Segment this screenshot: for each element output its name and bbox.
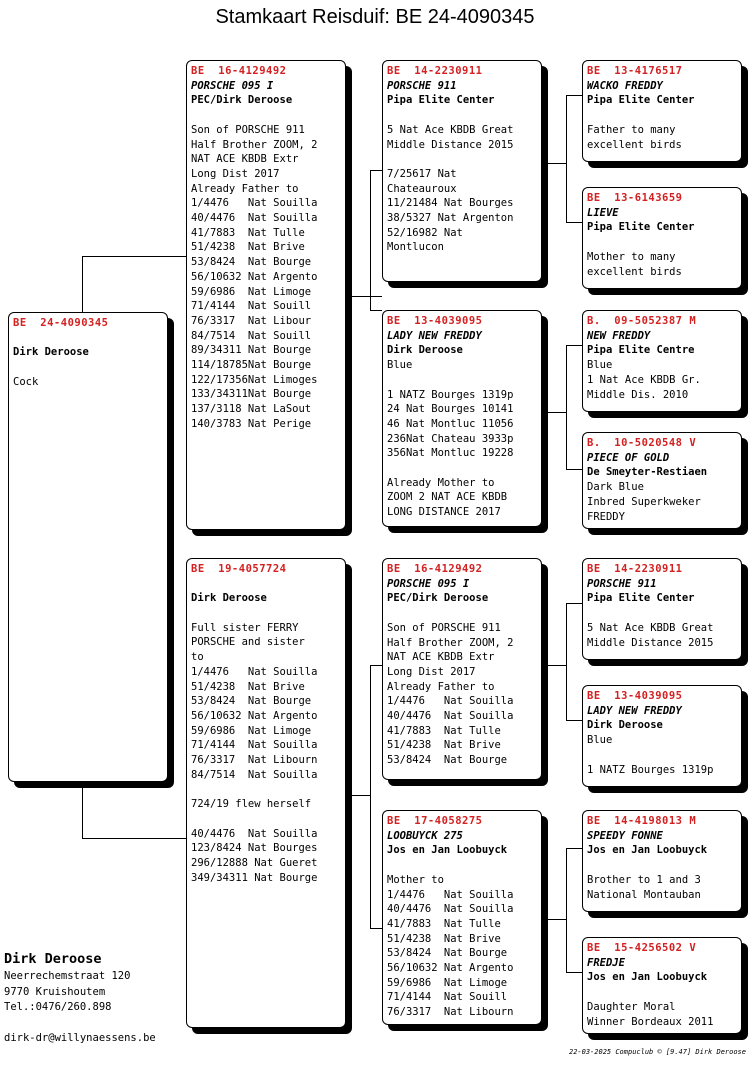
info-line: to [191,651,204,664]
info-line: Middle Dis. 2010 [587,388,689,401]
info-line: Winner Bordeaux 2011 [587,1015,714,1028]
info-line: 84/7514 Nat Souill [191,329,312,342]
pigeon-card-mf[interactable] [382,558,542,780]
info-line: Inbred Superkweker [587,495,701,508]
breeder-name: Pipa Elite Centre [587,344,695,357]
ring-number: BE 24-4090345 [13,317,109,329]
info-line: 46 Nat Montluc 11056 [387,417,514,430]
print-stamp: 22-03-2025 Compuclub © [9.47] Dirk Deroose [568,1048,746,1056]
info-line: 5 Nat Ace KBDB Great [387,123,514,136]
info-line: Long Dist 2017 [387,665,476,678]
connector [566,720,582,721]
ring-number: BE 17-4058275 [387,815,483,827]
info-line [191,606,341,621]
info-line: 59/6986 Nat Limoge [191,285,312,298]
info-line: Brother to 1 and 3 [587,873,701,886]
info-line: 76/3317 Nat Libourn [387,1006,514,1019]
info-line: 1/4476 Nat Souilla [191,665,318,678]
info-line: 1 NATZ Bourges 1319p [587,763,714,776]
connector [566,95,582,96]
pigeon-name: LADY NEW FREDDY [387,329,482,342]
info-line: 52/16982 Nat [387,226,463,239]
info-line: Blue [587,359,613,372]
connector [548,919,566,920]
connector [370,665,382,666]
pigeon-card-father[interactable] [186,60,346,530]
breeder-name: Pipa Elite Center [587,221,695,234]
info-line: NAT ACE KBDB Extr [387,651,495,664]
connector [370,928,382,929]
info-line: Middle Distance 2015 [587,636,714,649]
pigeon-name: PORSCHE 911 [587,577,657,590]
info-line: LONG DISTANCE 2017 [387,506,501,519]
pigeon-card-mff[interactable] [582,558,742,660]
connector [548,412,566,413]
breeder-name: De Smeyter-Restiaen [587,466,708,479]
ring-number: BE 16-4129492 [387,563,483,575]
info-line: National Montauban [587,888,701,901]
pigeon-name: LADY NEW FREDDY [587,704,682,717]
info-line: 349/34311 Nat Bourge [191,871,318,884]
breeder-name: Dirk Deroose [191,592,267,605]
info-line: 71/4144 Nat Souill [387,991,508,1004]
ring-number: BE 13-4039095 [387,315,483,327]
info-line: 41/7883 Nat Tulle [387,724,501,737]
info-line [387,152,537,167]
info-line [587,108,737,123]
info-line: 236Nat Chateau 3933p [387,432,514,445]
info-line: 38/5327 Nat Argenton [387,212,514,224]
info-line: 123/8424 Nat Bourges [191,842,318,855]
info-line: 140/3783 Nat Perige [191,417,312,430]
connector [566,345,582,346]
pigeon-name: WACKO FREDDY [587,79,663,92]
pigeon-card-ff[interactable] [382,60,542,282]
info-line: Montlucon [387,241,444,254]
info-line: 1/4476 Nat Souilla [191,197,318,210]
info-line: 41/7883 Nat Tulle [191,226,305,239]
info-line: 53/8424 Nat Bourge [387,947,508,960]
breeder-name: PEC/Dirk Deroose [191,94,293,107]
info-line: 76/3317 Nat Libour [191,314,312,327]
pigeon-name: FREDJE [587,956,625,969]
info-line [191,108,341,123]
pigeon-card-ffm[interactable] [582,187,742,289]
breeder-name: Dirk Deroose [587,719,663,732]
info-line: 356Nat Montluc 19228 [387,447,514,460]
info-line: 59/6986 Nat Limoge [191,724,312,737]
info-line: 51/4238 Nat Brive [191,241,305,254]
info-line: Blue [587,734,613,747]
connector [370,665,371,928]
connector [566,848,582,849]
info-line: Mother to many [587,250,676,263]
info-line [587,748,737,763]
info-line: 1/4476 Nat Souilla [387,888,514,901]
pigeon-name: PORSCHE 095 I [387,577,470,590]
connector [352,296,382,297]
connector [566,469,582,470]
info-line: Son of PORSCHE 911 [387,621,501,634]
pigeon-card-fff[interactable] [582,60,742,162]
info-line: FREDDY [587,510,625,523]
info-line [191,812,341,827]
info-line [587,985,737,1000]
breeder-name: Dirk Deroose [387,344,463,357]
pigeon-card-mother[interactable] [186,558,346,1028]
info-line: 7/25617 Nat [387,167,457,180]
info-line [387,461,537,476]
ring-number: BE 14-2230911 [587,563,683,575]
breeder-name: Jos en Jan Loobuyck [587,844,708,857]
info-line: 51/4238 Nat Brive [387,932,501,945]
info-line: Father to many [587,123,676,136]
connector [566,848,567,972]
info-line: 56/10632 Nat Argento [387,962,514,975]
spacer [13,331,163,346]
owner-name: Dirk Deroose [4,951,102,967]
connector [566,345,567,469]
breeder-name: Jos en Jan Loobuyck [387,844,508,857]
connector [370,170,371,310]
ring-number: BE 13-6143659 [587,192,683,204]
info-line: Full sister FERRY [191,621,299,634]
info-line: 51/4238 Nat Brive [387,739,501,752]
info-line: Daughter Moral [587,1000,676,1013]
ring-number: BE 14-4198013 M [587,815,697,827]
connector [82,782,83,838]
info-line: 114/18785Nat Bourge [191,359,312,372]
breeder-name: Dirk Deroose [13,346,89,359]
info-line [387,606,537,621]
info-line: 56/10632 Nat Argento [191,270,318,283]
pigeon-card-mmm[interactable] [582,937,742,1034]
info-line: Middle Distance 2015 [387,138,514,151]
connector [82,838,187,839]
pigeon-name: PIECE OF GOLD [587,451,670,464]
owner-email: dirk-dr@willynaessens.be [4,1031,156,1044]
breeder-name: Pipa Elite Center [387,94,495,107]
info-line: 89/34311 Nat Bourge [191,344,312,357]
info-line [587,235,737,250]
connector [352,795,370,796]
info-line: 1 Nat Ace KBDB Gr. [587,373,701,386]
info-line: 133/34311Nat Bourge [191,388,312,401]
pigeon-card-fm[interactable] [382,310,542,527]
info-line: 59/6986 Nat Limoge [387,976,508,989]
info-line: 53/8424 Nat Bourge [191,256,312,269]
info-line: 296/12888 Nat Gueret [191,857,318,869]
info-line: 40/4476 Nat Souilla [387,710,514,723]
info-line: Already Father to [387,680,495,693]
info-line: 56/10632 Nat Argento [191,710,318,722]
info-line [387,108,537,123]
pigeon-name: PORSCHE 911 [387,79,457,92]
owner-phone: Tel.:0476/260.898 [4,1001,112,1013]
pigeon-name: LIEVE [587,206,619,219]
connector [566,972,582,973]
ring-number: BE 19-4057724 [191,563,287,575]
pigeon-card-fmm[interactable] [582,432,742,529]
info-line: 40/4476 Nat Souilla [387,903,514,916]
info-line: Blue [387,359,413,372]
info-line: 724/19 flew herself [191,798,312,811]
info-line: Half Brother ZOOM, 2 [387,636,514,649]
ring-number: BE 14-2230911 [387,65,483,77]
info-line: Cock [13,375,39,388]
connector [566,95,567,222]
info-line: 11/21484 Nat Bourges [387,197,514,210]
connector [82,256,83,312]
connector [370,170,382,171]
ring-number: BE 15-4256502 V [587,942,697,954]
info-line: 1/4476 Nat Souilla [387,695,514,708]
ring-number: BE 16-4129492 [191,65,287,77]
breeder-name: Pipa Elite Center [587,592,695,605]
info-line: Half Brother ZOOM, 2 [191,138,318,151]
connector [566,603,567,720]
connector [82,256,187,257]
owner-address: Neerrechemstraat 120 [4,970,131,982]
info-line [13,360,163,375]
info-line: 1 NATZ Bourges 1319p [387,388,514,401]
info-line [387,858,537,873]
breeder-name: Jos en Jan Loobuyck [587,971,708,984]
info-line: 40/4476 Nat Souilla [191,212,318,225]
pigeon-name: NEW FREDDY [587,329,651,342]
connector [548,665,566,666]
pigeon-card-fmf[interactable] [582,310,742,412]
info-line: Mother to [387,873,444,886]
connector [370,310,382,311]
info-line: ZOOM 2 NAT ACE KBDB [387,491,508,504]
spacer [191,577,341,592]
info-line: 53/8424 Nat Bourge [387,754,508,767]
pigeon-card-mm[interactable] [382,810,542,1025]
info-line: 76/3317 Nat Libourn [191,754,318,767]
info-line: PORSCHE and sister [191,636,305,649]
info-line: 51/4238 Nat Brive [191,680,305,693]
info-line: Already Father to [191,182,299,195]
info-line: 137/3118 Nat LaSout [191,403,312,416]
info-line: 5 Nat Ace KBDB Great [587,621,714,634]
breeder-name: PEC/Dirk Deroose [387,592,489,605]
ring-number: BE 13-4039095 [587,690,683,702]
info-line: excellent birds [587,265,682,278]
info-line: 40/4476 Nat Souilla [191,827,318,840]
ring-number: B. 10-5020548 V [587,437,697,449]
connector [566,222,582,223]
info-line: excellent birds [587,138,682,151]
owner-contact [4,950,156,1046]
pigeon-card-mfm[interactable] [582,685,742,787]
owner-city: 9770 Kruishoutem [4,985,106,998]
info-line: Dark Blue [587,481,644,494]
pigeon-name: SPEEDY FONNE [587,829,663,842]
info-line [587,606,737,621]
info-line: NAT ACE KBDB Extr [191,153,299,166]
info-line: 24 Nat Bourges 10141 [387,403,514,416]
connector [566,603,582,604]
info-line: 122/17356Nat Limoges [191,373,318,386]
pigeon-card-main[interactable] [8,312,168,782]
info-line: Chateauroux [387,182,457,195]
info-line: Long Dist 2017 [191,167,280,180]
info-line: 71/4144 Nat Souilla [191,739,318,752]
info-line [387,373,537,388]
info-line: 53/8424 Nat Bourge [191,695,312,708]
info-line: 41/7883 Nat Tulle [387,917,501,930]
ring-number: B. 09-5052387 M [587,315,697,327]
info-line [587,858,737,873]
info-line: 84/7514 Nat Souilla [191,768,318,781]
info-line: Son of PORSCHE 911 [191,123,305,136]
info-line: Already Mother to [387,476,495,489]
pigeon-name: LOOBUYCK 275 [387,829,463,842]
ring-number: BE 13-4176517 [587,65,683,77]
info-line: 71/4144 Nat Souill [191,300,312,313]
pigeon-card-mmf[interactable] [582,810,742,912]
page-title: Stamkaart Reisduif: BE 24-4090345 [215,6,535,28]
breeder-name: Pipa Elite Center [587,94,695,107]
pigeon-name: PORSCHE 095 I [191,79,274,92]
info-line [191,783,341,798]
connector [548,163,566,164]
